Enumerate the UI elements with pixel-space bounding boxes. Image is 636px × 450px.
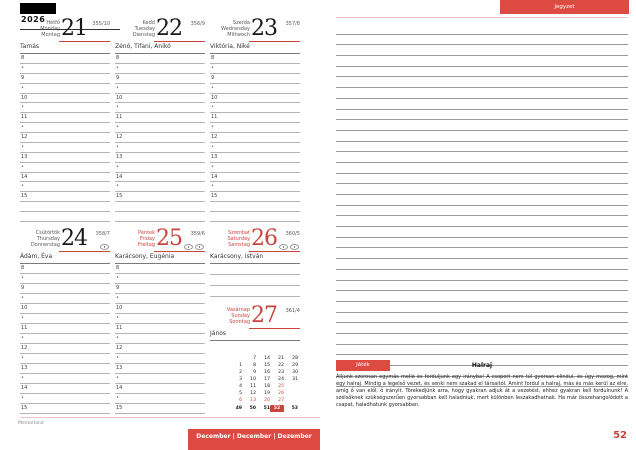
- day-names: [210, 307, 250, 325]
- mini-day: 20: [264, 398, 270, 403]
- blank-row: [210, 212, 300, 222]
- note-line: [336, 302, 628, 313]
- moon-phase-icon: [290, 244, 299, 250]
- mini-day: 21: [278, 356, 284, 361]
- hour-row-8: 8: [20, 54, 110, 64]
- note-line: [336, 120, 628, 131]
- mini-day: 12: [250, 391, 256, 396]
- hour-row-10: 10: [20, 94, 110, 104]
- mini-day: 18: [264, 384, 270, 389]
- day-of-year: 360/5: [285, 231, 300, 237]
- note-line: [336, 238, 628, 249]
- mini-week-number: 51: [263, 406, 270, 411]
- day-name-en: Monday: [40, 26, 60, 32]
- nameday-label: Tamás: [20, 42, 110, 54]
- day-number: 25: [156, 226, 182, 251]
- day-column-tuesday: [115, 18, 205, 222]
- day-names: [20, 20, 60, 38]
- hour-grid: [20, 264, 110, 414]
- note-line: [336, 313, 628, 324]
- hour-row-12: 12: [115, 133, 205, 143]
- day-header: [210, 228, 300, 252]
- mini-day: 29: [292, 363, 298, 368]
- note-line: [336, 110, 628, 121]
- day-header: [210, 18, 300, 42]
- half-hour-row: •: [20, 374, 110, 384]
- hour-row-13: 13: [115, 153, 205, 163]
- half-hour-row: •: [20, 294, 110, 304]
- half-hour-row: •: [20, 394, 110, 404]
- mini-day: 13: [250, 398, 256, 403]
- mini-day: [284, 390, 298, 397]
- mini-day: [228, 355, 242, 362]
- hour-row-12: 12: [20, 133, 110, 143]
- half-hour-row: •: [20, 103, 110, 113]
- day-name-en: Thursday: [36, 236, 60, 242]
- mini-day: 27: [278, 398, 284, 403]
- game-description: Álljunk szorosan egymás mellé és forduljunk egy irányba! A csoport nem túl gyorsan elindul, és úgy mozog, mint egy halraj. Mindig a legelső vezet, és senki nem szakad el társaitól. Amint fordul a halraj, más és más kerül az élre, amíg ő van elől, ő irányít. Törekedjünk arra, hogy gyakran adjuk át a vezetést, ehhez gyakran kell fordulnunk! A szélsőknek szükségszerűen gyorsabban kell haladniuk, mert különben leszakadhatnak. Ha már összehangolódott a csapat, haladhatunk gyorsabban.: [336, 374, 628, 408]
- blank-row: [115, 202, 205, 212]
- half-hour-row: •: [20, 64, 110, 74]
- hour-row-10: 10: [115, 304, 205, 314]
- hour-row-14: 14: [115, 384, 205, 394]
- mini-calendar: [222, 355, 298, 412]
- hour-row-9: 9: [115, 74, 205, 84]
- day-name-en: Saturday: [227, 236, 250, 242]
- note-line: [336, 99, 628, 110]
- note-line: [336, 195, 628, 206]
- mini-day: 3: [239, 377, 242, 382]
- nameday-label: Ádám, Éva: [20, 252, 110, 264]
- mini-day: 25: [278, 384, 284, 389]
- mini-day: [284, 383, 298, 390]
- nameday-label: Zénó, Tifani, Anikó: [115, 42, 205, 54]
- mini-day: 10: [250, 377, 256, 382]
- half-hour-row: •: [210, 143, 300, 153]
- note-line: [336, 345, 628, 356]
- note-line: [336, 163, 628, 174]
- day-header: [115, 228, 205, 252]
- hour-grid: [20, 54, 110, 222]
- half-hour-row: •: [115, 374, 205, 384]
- mini-day: 19: [264, 391, 270, 396]
- half-hour-row: •: [210, 103, 300, 113]
- day-header: [210, 305, 300, 329]
- hour-row-11: 11: [20, 324, 110, 334]
- hour-grid: [210, 54, 300, 222]
- day-of-year: 357/8: [285, 21, 300, 27]
- half-hour-row: •: [210, 123, 300, 133]
- note-line: [336, 184, 628, 195]
- day-number: 24: [61, 226, 87, 251]
- note-line: [336, 174, 628, 185]
- mini-day: 17: [264, 377, 270, 382]
- hour-row-9: 9: [210, 74, 300, 84]
- hour-row-15: 15: [210, 192, 300, 202]
- mini-week-number: 50: [249, 406, 256, 411]
- note-line: [336, 35, 628, 46]
- day-name-hu: Vasárnap: [226, 307, 250, 313]
- nameday-label: János: [210, 329, 300, 341]
- hour-row-12: 12: [115, 344, 205, 354]
- day-name-de: Mittwoch: [227, 32, 250, 38]
- hour-row-10: 10: [20, 304, 110, 314]
- mini-day: 5: [239, 391, 242, 396]
- day-column-sunday: [210, 305, 300, 341]
- day-name-hu: Szombat: [228, 230, 250, 236]
- mini-day: 15: [264, 363, 270, 368]
- mini-day: 24: [278, 377, 284, 382]
- mini-day: 8: [253, 363, 256, 368]
- day-header: [20, 18, 110, 42]
- blank-row: [115, 212, 205, 222]
- hour-row-13: 13: [20, 153, 110, 163]
- half-hour-row: •: [210, 64, 300, 74]
- day-name-de: Sonntag: [229, 319, 250, 325]
- half-hour-row: •: [20, 354, 110, 364]
- note-line: [336, 216, 628, 227]
- day-column-wednesday: [210, 18, 300, 222]
- blank-row: [210, 202, 300, 212]
- day-name-hu: Péntek: [137, 230, 155, 236]
- ruled-line: [210, 264, 300, 275]
- day-of-year: 358/7: [95, 231, 110, 237]
- nameday-label: Karácsony, István: [210, 252, 300, 264]
- note-line: [336, 248, 628, 259]
- hour-row-15: 15: [20, 404, 110, 414]
- day-name-hu: Csütörtök: [35, 230, 60, 236]
- day-of-year: 356/9: [190, 21, 205, 27]
- nameday-label: Viktória, Niké: [210, 42, 300, 54]
- nameday-label: Karácsony, Eugénia: [115, 252, 205, 264]
- hour-row-10: 10: [115, 94, 205, 104]
- hour-row-9: 9: [115, 284, 205, 294]
- day-name-hu: Hétfő: [46, 20, 60, 26]
- year-label: 2026: [21, 15, 46, 24]
- hour-row-11: 11: [115, 113, 205, 123]
- hour-row-15: 15: [20, 192, 110, 202]
- mini-day: 26: [278, 391, 284, 396]
- mini-day: 16: [264, 370, 270, 375]
- hour-row-14: 14: [20, 384, 110, 394]
- blank-row: [20, 202, 110, 212]
- day-name-hu: Kedd: [142, 20, 155, 26]
- half-hour-row: •: [115, 182, 205, 192]
- hour-row-13: 13: [20, 364, 110, 374]
- day-name-de: Montag: [41, 32, 60, 38]
- flag-icon: [279, 244, 288, 250]
- blank-row: [20, 212, 110, 222]
- note-line: [336, 67, 628, 78]
- day-column-monday: [20, 18, 110, 222]
- hour-row-15: 15: [115, 404, 205, 414]
- half-hour-row: •: [115, 314, 205, 324]
- note-line: [336, 152, 628, 163]
- notes-divider: [336, 17, 628, 18]
- ruled-line: [210, 286, 300, 297]
- half-hour-row: •: [20, 274, 110, 284]
- mini-week-number: 52: [270, 405, 284, 412]
- day-of-year: 361/4: [285, 308, 300, 314]
- half-hour-row: •: [115, 64, 205, 74]
- day-column-thursday: [20, 228, 110, 414]
- half-hour-row: •: [20, 314, 110, 324]
- note-line: [336, 227, 628, 238]
- mini-day: 2: [239, 370, 242, 375]
- publisher-logo: Mentorland: [18, 421, 44, 426]
- half-hour-row: •: [115, 394, 205, 404]
- game-title: Halraj: [471, 362, 493, 369]
- half-hour-row: •: [210, 163, 300, 173]
- note-line: [336, 131, 628, 142]
- day-name-en: Wednesday: [221, 26, 250, 32]
- mini-day: 6: [239, 398, 242, 403]
- day-column-friday: [115, 228, 205, 414]
- ruled-line: [210, 275, 300, 286]
- note-line: [336, 334, 628, 345]
- day-names: [115, 230, 155, 248]
- mini-day: 7: [253, 356, 256, 361]
- mini-day: 11: [250, 384, 256, 389]
- mini-day: 31: [292, 377, 298, 382]
- flag-icon: [184, 244, 193, 250]
- note-line: [336, 56, 628, 67]
- month-thumb-mark: [20, 3, 56, 14]
- notes-tab: Jegyzet: [500, 0, 629, 14]
- day-number: 22: [156, 16, 182, 41]
- hour-row-13: 13: [210, 153, 300, 163]
- day-name-hu: Szerda: [232, 20, 250, 26]
- hour-row-11: 11: [115, 324, 205, 334]
- hour-row-14: 14: [115, 173, 205, 183]
- hour-row-12: 12: [210, 133, 300, 143]
- hour-grid: [115, 54, 205, 222]
- day-names: [115, 20, 155, 38]
- note-line: [336, 206, 628, 217]
- moon-phase-icon: [195, 244, 204, 250]
- left-page-footer-rule: [20, 417, 320, 418]
- hour-row-9: 9: [20, 74, 110, 84]
- day-names: [210, 20, 250, 38]
- hour-grid: [115, 264, 205, 414]
- half-hour-row: •: [115, 143, 205, 153]
- note-line: [336, 77, 628, 88]
- moon-phase-icon: [100, 244, 109, 250]
- day-icons: [184, 244, 204, 250]
- hour-row-13: 13: [115, 364, 205, 374]
- mini-day: 30: [292, 370, 298, 375]
- day-name-de: Freitag: [137, 242, 155, 248]
- mini-day: 1: [239, 363, 242, 368]
- mini-day: 9: [253, 370, 256, 375]
- half-hour-row: •: [210, 84, 300, 94]
- hour-row-8: 8: [20, 264, 110, 274]
- half-hour-row: •: [115, 294, 205, 304]
- half-hour-row: •: [115, 334, 205, 344]
- note-line: [336, 45, 628, 56]
- note-line: [336, 24, 628, 35]
- day-of-year: 359/6: [190, 231, 205, 237]
- half-hour-row: •: [115, 103, 205, 113]
- day-number: 27: [251, 303, 277, 328]
- hour-row-15: 15: [115, 192, 205, 202]
- half-hour-row: •: [20, 84, 110, 94]
- hour-row-11: 11: [20, 113, 110, 123]
- note-line: [336, 270, 628, 281]
- month-thumb-tab: December | December | Dezember: [188, 429, 320, 450]
- day-name-en: Sunday: [231, 313, 250, 319]
- notes-lines: [336, 24, 628, 387]
- mini-day: 14: [264, 356, 270, 361]
- note-line: [336, 281, 628, 292]
- day-number: 26: [251, 226, 277, 251]
- page-number: 52: [613, 430, 627, 441]
- day-icons: [279, 244, 299, 250]
- note-line: [336, 323, 628, 334]
- hour-row-14: 14: [210, 173, 300, 183]
- day-number: 23: [251, 16, 277, 41]
- mini-week-number: 53: [291, 406, 298, 411]
- day-column-saturday: [210, 228, 300, 412]
- half-hour-row: •: [20, 143, 110, 153]
- mini-day: 23: [278, 370, 284, 375]
- day-name-de: Donnerstag: [30, 242, 60, 248]
- hour-row-12: 12: [20, 344, 110, 354]
- hour-row-10: 10: [210, 94, 300, 104]
- hour-row-14: 14: [20, 173, 110, 183]
- half-hour-row: •: [20, 182, 110, 192]
- mini-day: 4: [239, 384, 242, 389]
- game-label-badge: Játék: [336, 360, 390, 371]
- hour-row-8: 8: [115, 264, 205, 274]
- day-header: [115, 18, 205, 42]
- half-hour-row: •: [20, 123, 110, 133]
- half-hour-row: •: [115, 274, 205, 284]
- mini-week-number: 49: [235, 406, 242, 411]
- hour-row-8: 8: [115, 54, 205, 64]
- day-of-year: 355/10: [92, 21, 110, 27]
- note-line: [336, 291, 628, 302]
- day-names: [210, 230, 250, 248]
- half-hour-row: •: [20, 334, 110, 344]
- hour-row-11: 11: [210, 113, 300, 123]
- note-line: [336, 88, 628, 99]
- half-hour-row: •: [115, 163, 205, 173]
- note-line: [336, 142, 628, 153]
- note-line: [336, 259, 628, 270]
- half-hour-row: •: [20, 163, 110, 173]
- day-name-en: Tuesday: [134, 26, 155, 32]
- half-hour-row: •: [115, 123, 205, 133]
- half-hour-row: •: [115, 354, 205, 364]
- day-header: [20, 228, 110, 252]
- day-name-de: Dienstag: [132, 32, 155, 38]
- day-names: [20, 230, 60, 248]
- day-name-de: Samstag: [228, 242, 250, 248]
- half-hour-row: •: [210, 182, 300, 192]
- day-name-en: Friday: [139, 236, 155, 242]
- day-icons: [100, 244, 109, 250]
- day-number: 21: [61, 16, 87, 41]
- mini-day: 22: [278, 363, 284, 368]
- half-hour-row: •: [115, 84, 205, 94]
- hour-row-8: 8: [210, 54, 300, 64]
- mini-day: 28: [292, 356, 298, 361]
- hour-row-9: 9: [20, 284, 110, 294]
- mini-day: [284, 397, 298, 404]
